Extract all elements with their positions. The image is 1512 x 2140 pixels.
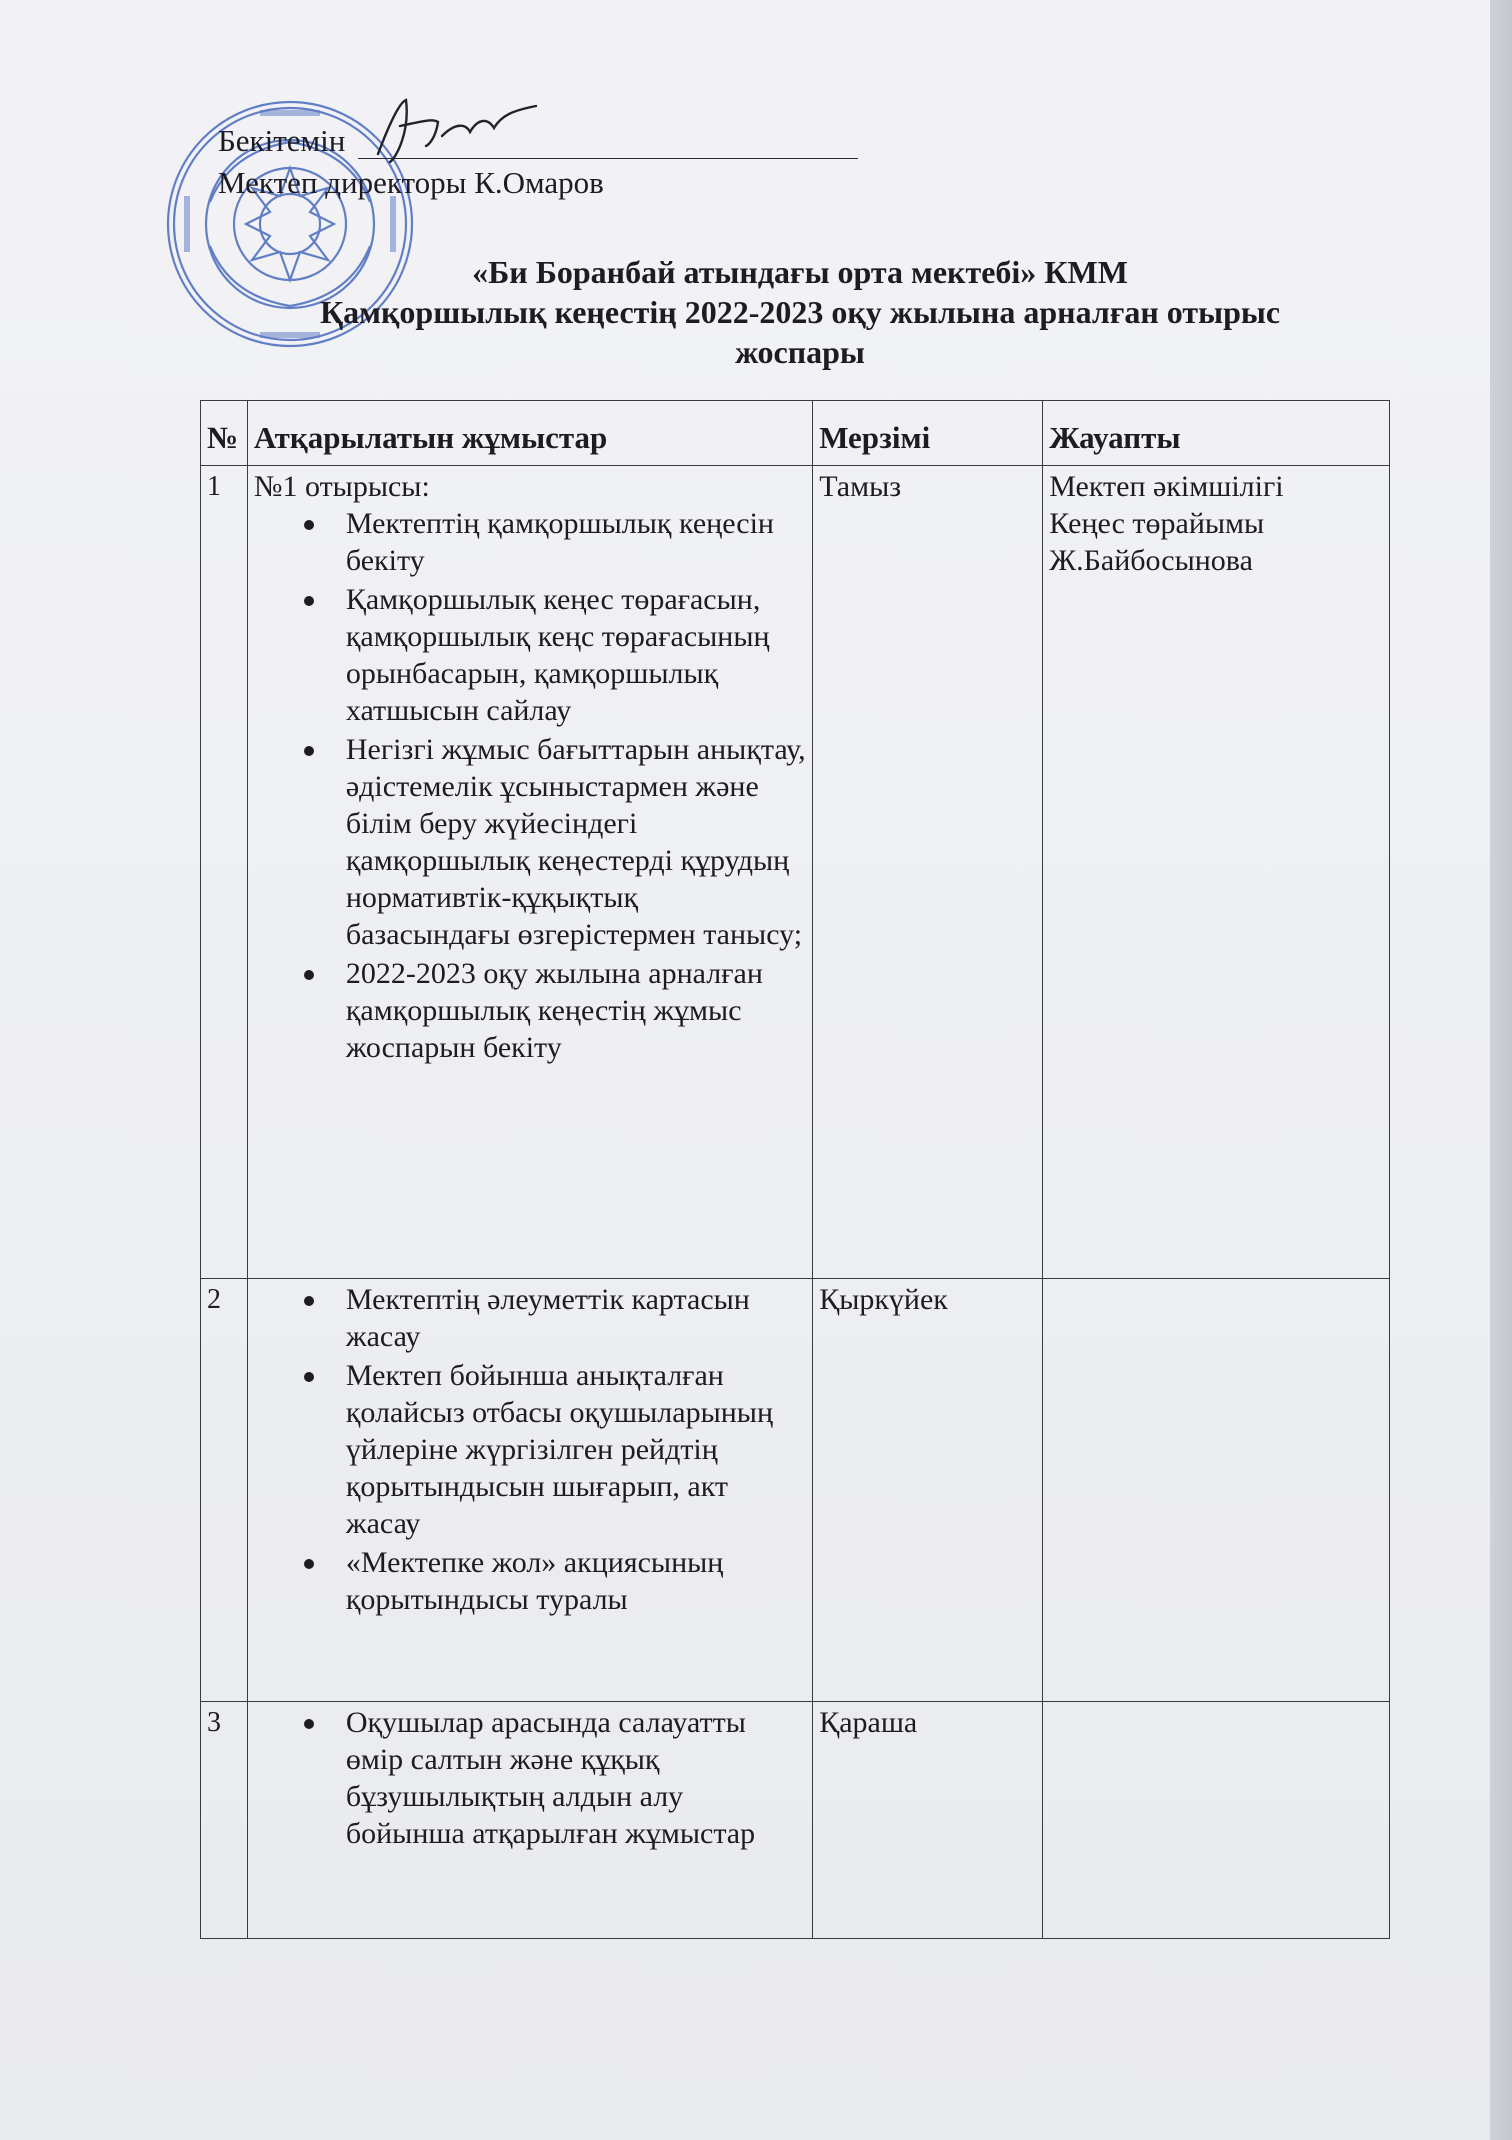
row-responsible	[1043, 1279, 1390, 1702]
row-term: Қараша	[813, 1702, 1043, 1939]
document-title	[200, 252, 1400, 372]
task-item: 2022-2023 оқу жылына арналған қамқоршылық кеңестің жұмыс жоспарын бекіту	[346, 955, 806, 1066]
page-edge-shadow	[1490, 0, 1512, 2140]
title-line-2: Қамқоршылық кеңестің 2022-2023 оқу жылына арналған отырыс	[319, 294, 1281, 330]
table-header-row	[201, 401, 1390, 466]
task-item: Мектептің қамқоршылық кеңесін бекіту	[346, 505, 806, 579]
table-row	[201, 1702, 1390, 1939]
row-responsible	[1043, 1702, 1390, 1939]
title-line-3: жоспары	[735, 334, 865, 370]
task-item: Негізгі жұмыс бағыттарын анықтау, әдістемелік ұсыныстармен және білім беру жүйесіндегі қамқоршылық кеңестерді құрудың нормативтік-құқықтық базасындағы өзгерістермен танысу;	[345, 733, 806, 951]
header-term: Мерзімі	[813, 401, 1043, 466]
task-item: Мектеп бойынша анықталған қолайсыз отбасы оқушыларының үйлеріне жүргізілген рейдтің қорытындысын шығарып, акт жасау	[346, 1357, 806, 1542]
title-line-1: «Би Боранбай атындағы орта мектебі» КММ	[472, 254, 1128, 290]
responsible-line: Ж.Байбосынова	[1049, 544, 1253, 577]
header-work: Атқарылатын жұмыстар	[247, 401, 812, 466]
row-work	[247, 1279, 812, 1702]
approval-label: Бекітемін	[218, 123, 346, 158]
row-number: 2	[201, 1279, 248, 1702]
table-row	[201, 466, 1390, 1279]
row-term: Тамыз	[813, 466, 1043, 1279]
responsible-line: Мектеп әкімшілігі	[1049, 470, 1284, 503]
header-no: №	[201, 401, 248, 466]
task-item: Оқушылар арасында салауатты өмір салтын және құқық бұзушылықтың алдын алу бойынша атқарылған жұмыстар	[346, 1704, 806, 1852]
row-number: 3	[201, 1702, 248, 1939]
row-work	[247, 1702, 812, 1939]
task-item: Қамқоршылық кеңес төрағасын, қамқоршылық кеңс төрағасының орынбасарын, қамқоршылық хатшысын сайлау	[346, 581, 806, 729]
table-row	[201, 1279, 1390, 1702]
task-item: «Мектепке жол» акциясының қорытындысы туралы	[346, 1544, 806, 1618]
task-list	[254, 1704, 806, 1852]
responsible-line: Кеңес төрайымы	[1049, 507, 1265, 540]
task-list	[254, 1281, 806, 1618]
task-list	[254, 505, 806, 1066]
director-signature	[360, 92, 540, 172]
approval-position: Мектеп директоры К.Омаров	[218, 165, 604, 200]
row-number: 1	[201, 466, 248, 1279]
meeting-plan-table	[200, 400, 1390, 1939]
row-work	[247, 466, 812, 1279]
header-responsible: Жауапты	[1043, 401, 1390, 466]
meeting-intro: №1 отырысы:	[253, 470, 430, 503]
row-responsible	[1043, 466, 1390, 1279]
row-term: Қыркүйек	[813, 1279, 1043, 1702]
task-item: Мектептің әлеуметтік картасын жасау	[346, 1281, 806, 1355]
